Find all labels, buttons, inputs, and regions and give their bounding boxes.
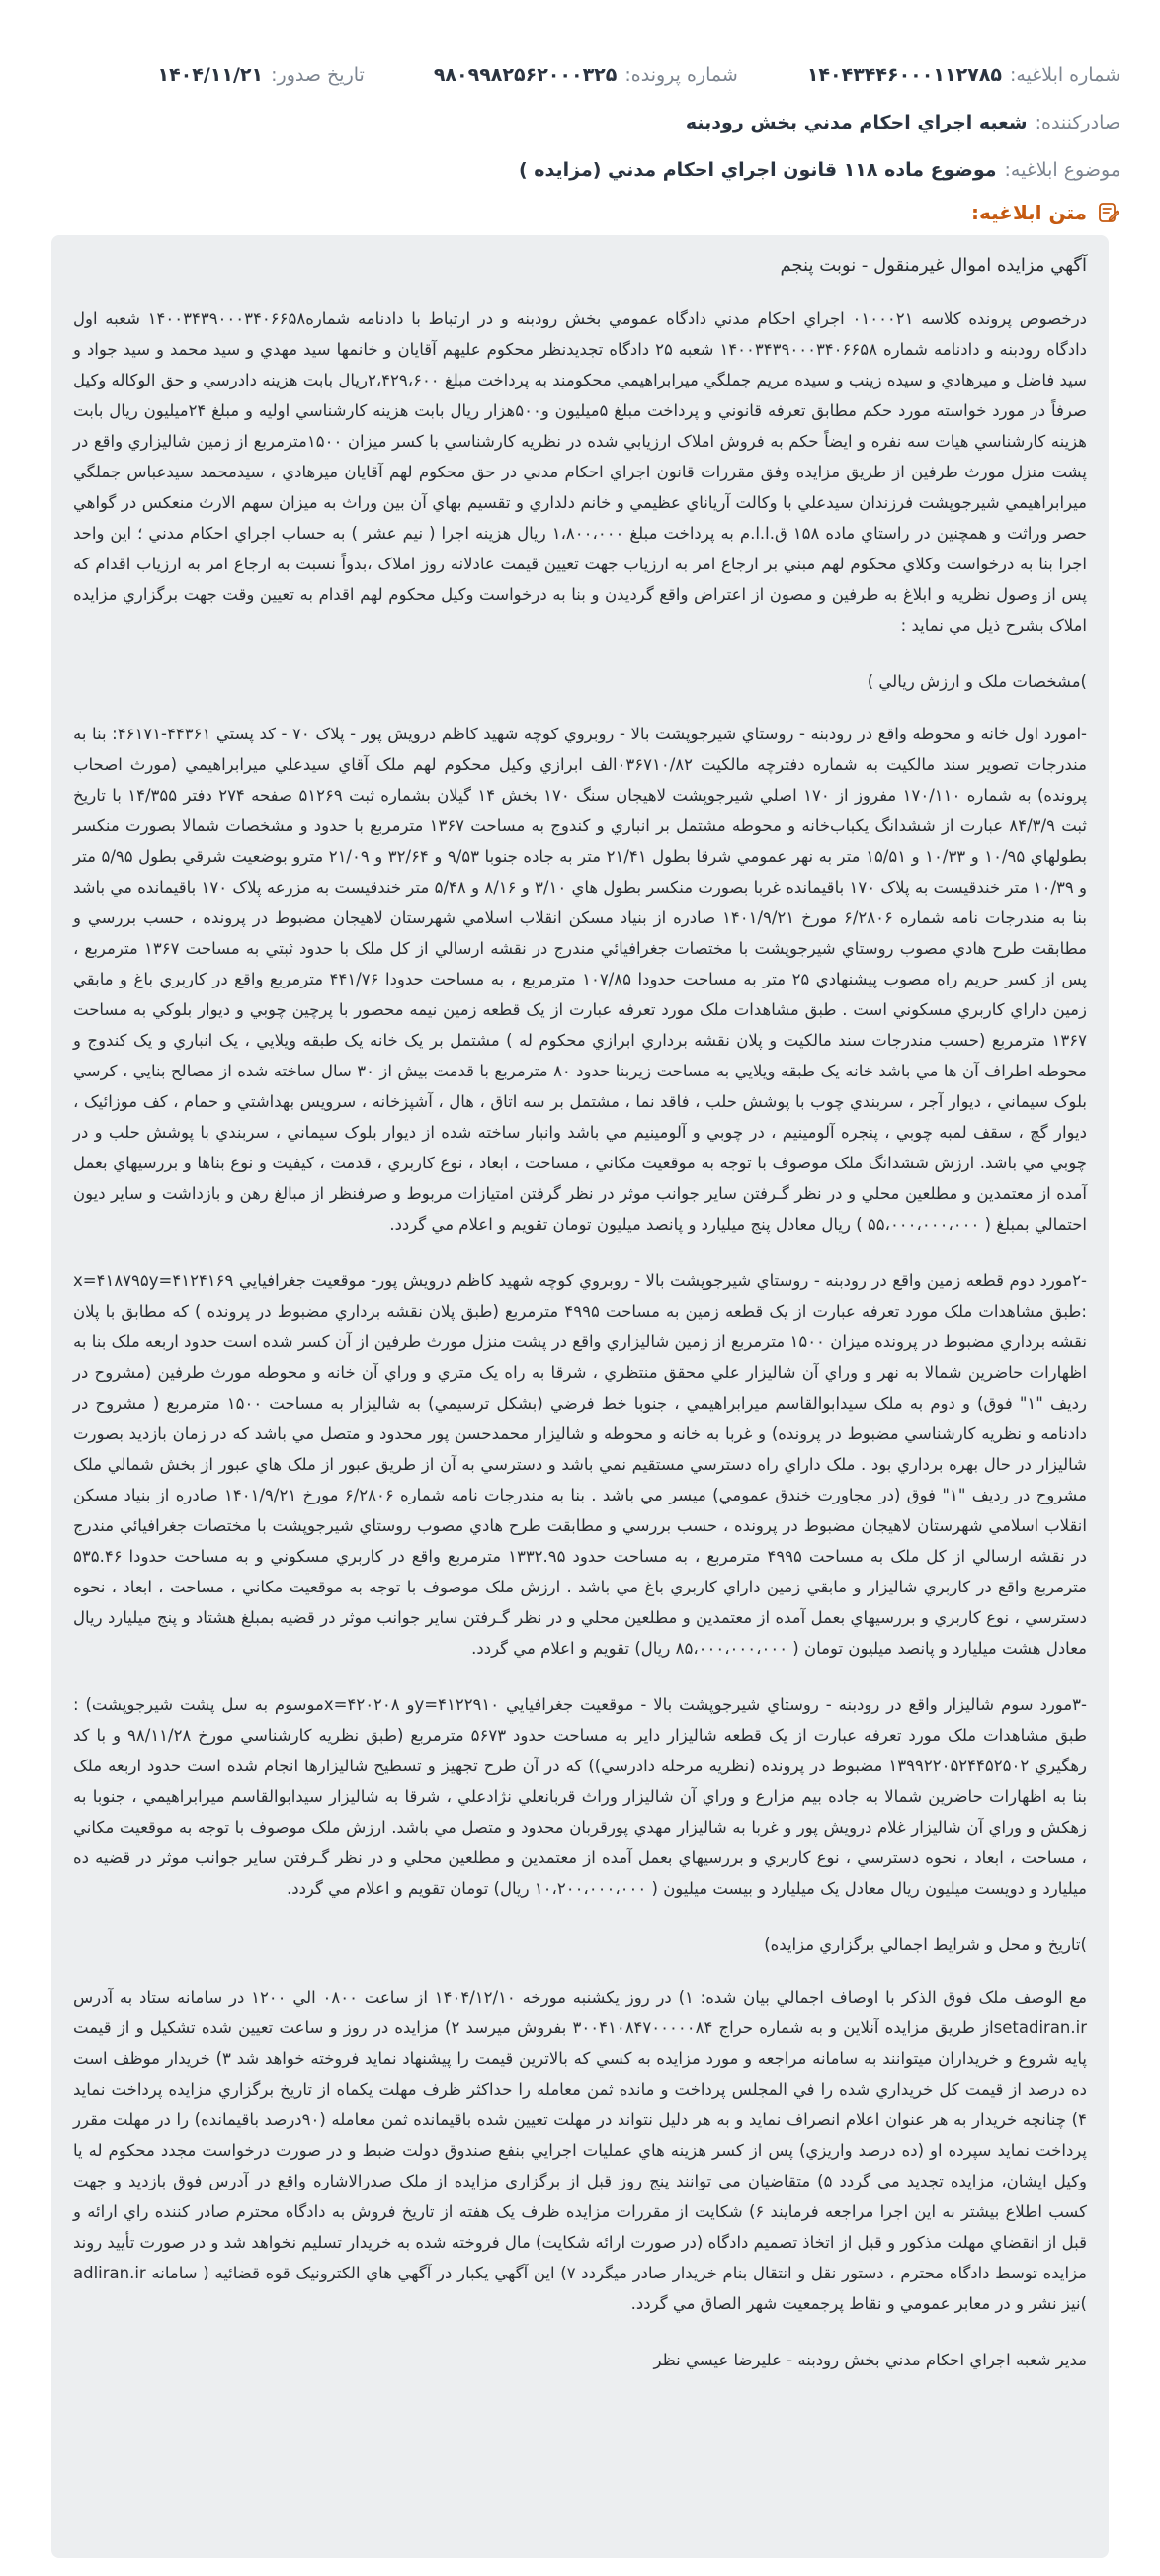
subject-label: موضوع ابلاغيه: — [1004, 159, 1120, 181]
paragraph-intro: درخصوص پرونده کلاسه ۰۱۰۰۰۲۱ اجراي احکام مدني دادگاه عمومي بخش رودبنه و در ارتباط با دادنامه شماره۱۴۰۰۳۴۳۹۰۰۰۳۴۰۶۶۵۸ شعبه اول دادگاه رودبنه و دادنامه شماره ۱۴۰۰۳۴۳۹۰۰۰۳۴۰۶۶۵۸ شعبه ۲۵ دادگاه تجديدنظر محکوم عليهم آقايان و خانمها سيد مهدي و سيد محمد و سيد جواد و سيد فاضل و ميرهادي و سيده زينب و سيده مريم جملگي ميرابراهيمي محکومند به پرداخت مبلغ ۲،۴۲۹،۶۰۰ريال بابت هزينه دادرسي و حق الوکاله وکيل صرفاً در مورد خواسته مورد حکم مطابق تعرفه قانوني و پرداخت مبلغ ۵ميليون و۵۰۰هزار ريال بابت هزينه کارشناسي اوليه و مبلغ ۲۴ميليون ريال بابت هزينه کارشناسي هيات سه نفره و ايضاً حکم به فروش املاک ارزيابي شده در نظريه کارشناسي با کسر ميزان ۱۵۰۰مترمربع از زمين شاليزاري واقع در پشت منزل مورث طرفين از طريق مزايده وفق مقررات قانون اجراي احکام مدني در حق محکوم لهم آقايان ميرهادي ، سيدمحمد سيدعباس جملگي ميرابراهيمي شيرجوپشت فرزندان سيدعلي با وکالت آرياناي عظيمي و خانم دلداري و تقسيم بهاي آن بين وراث به ميزان سهم الارث منعکس در گواهي حصر وراثت و همچنين در راستاي ماده ۱۵۸ ق.ا.ا.م به پرداخت مبلغ ۱،۸۰۰،۰۰۰ ريال هزينه اجرا ( نيم عشر ) به حساب اجراي احکام مدني ؛ اين واحد اجرا بنا به درخواست وکلاي محکوم لهم مبني بر ارجاع امر به ارزياب جهت تعيين قيمت عادلانه روز املاک ،بدواً نسبت به ارجاع امر به ارزياب اقدام که پس از وصول نظريه و ابلاغ به طرفين و مصون از اعتراض واقع گرديدن و بنا به درخواست وکيل محکوم لهم اقدام به تعيين وقت جهت برگزاري مزايده املاک بشرح ذيل مي نمايد : — [73, 309, 1088, 635]
issue-date-value: ۱۴۰۴/۱۱/۲۱ — [157, 64, 264, 86]
meta-row-numbers — [40, 51, 1120, 99]
paragraph-terms: مع الوصف ملک فوق الذکر با اوصاف اجمالي بيان شده: ۱) در روز يکشنبه مورخه ۱۴۰۴/۱۲/۱۰ از ساعت ۰۸۰۰ الي ۱۲۰۰ در سامانه ستاد به آدرس setadiran.irاز طريق مزايده آنلاين و به شماره حراج ۳۰۰۴۱۰۸۴۷۰۰۰۰۰۸۴ بفروش ميرسد ۲) مزايده در روز و ساعت تعيين شده تشکيل و از قيمت پايه شروع و خريداران ميتوانند به سامانه مراجعه و مورد مزايده به کسي که بالاترين قيمت را پيشنهاد نمايد فروخته خواهد شد ۳) خريدار موظف است ده درصد از قيمت کل خريداري شده را في المجلس پرداخت و مانده ثمن معامله را حداکثر ظرف مهلت يکماه از تاريخ برگزاري مزايده پرداخت نمايد ۴) چنانچه خريدار به هر عنوان اعلام انصراف نمايد و به هر دليل نتواند در مهلت تعيين شده باقيمانده ثمن معامله (۹۰درصد باقيمانده) را در مهلت مقرر پرداخت نمايد سپرده او (ده درصد واريزي) پس از کسر هزينه هاي عمليات اجرايي بنفع صندوق دولت ضبط و در صورت درخواست مجدد محکوم له يا وکيل ايشان، مزايده تجديد مي گردد ۵) متقاضيان مي توانند پنج روز قبل از برگزاري مزايده از ملک صدرالاشاره واقع در آدرس فوق بازديد و جهت کسب اطلاع بيشتر به اين اجرا مراجعه فرمايند ۶) شکايت از مقررات مزايده ظرف يک هفته از تاريخ فروش به دادگاه محترم صادر کننده راي ارائه و قبل از انقضاي مهلت مذکور و قبل از اتخاذ تصميم دادگاه (در صورت ارائه شکايت) مال فروخته شده به خريدار تسليم نخواهد شد و در صورت تأييد روند مزايده توسط دادگاه محترم ، دستور نقل و انتقال بنام خريدار صادر ميگردد ۷) اين آگهي يکبار در آگهي هاي الکترونيک قوه قضائيه ( سامانه adliran.ir )نيز نشر و در معابر عمومي و نقاط پرجمعيت شهر الصاق مي گردد. — [73, 1988, 1088, 2313]
issue-date-label: تاريخ صدور: — [271, 64, 365, 86]
notice-meta — [40, 51, 1120, 194]
case-number-value: ۹۸۰۹۹۸۲۵۶۲۰۰۰۳۲۵ — [433, 64, 618, 86]
issuer-label: صادرکننده: — [1035, 112, 1120, 133]
case-number — [434, 64, 738, 86]
paragraph-section-heading: )مشخصات ملک و ارزش ريالي ) — [867, 672, 1087, 691]
paragraph-item-1: -امورد اول خانه و محوطه واقع در رودبنه - روستاي شيرجوپشت بالا - روبروي کوچه شهيد کاظم درويش پور - پلاک ۷۰ - کد پستي ۴۴۳۶۱-۴۶۱۷۱: بنا به مندرجات تصوير سند مالکيت به شماره دفترچه مالکيت ۰۳۶۷۱۰/۸۲الف ابرازي وکيل محکوم لهم ملک آقاي سيدعلي ميرابراهيمي (مورث اصحاب پرونده) به شماره ۱۷۰/۱۱۰ مفروز از ۱۷۰ اصلي شيرجوپشت لاهيجان سنگ ۱۷۰ بخش ۱۴ گيلان بشماره ثبت ۵۱۲۶۹ صفحه ۲۷۴ دفتر ۱۴/۳۵۵ با تاريخ ثبت ۸۴/۳/۹ عبارت از ششدانگ يکباب‌خانه و محوطه مشتمل بر انباري و کندوج به مساحت ۱۳۶۷ مترمربع با حدود و مشخصات شمالا بصورت منکسر بطولهاي ۱۰/۹۵ و ۱۰/۳۳ و ۱۵/۵۱ متر به نهر عمومي شرقا بطول ۲۱/۴۱ متر به جاده جنوبا ۹/۵۳ و ۳۲/۶۴ و ۲۱/۰۹ مترو بوضعيت شرقي بطول ۵/۹۵ متر و ۱۰/۳۹ متر خندقيست به پلاک ۱۷۰ باقيمانده غربا بصورت منکسر بطول هاي ۳/۱۰ و ۸/۱۶ و ۵/۴۸ متر خندقيست به مزرعه پلاک ۱۷۰ باقيمانده مي باشد بنا به مندرجات نامه شماره ۶/۲۸۰۶ مورخ ۱۴۰۱/۹/۲۱ صادره از بنياد مسکن انقلاب اسلامي شهرستان لاهيجان مضبوط در پرونده ، حسب بررسي و مطابقت طرح هادي مصوب روستاي شيرجوپشت با مختصات جغرافيائي مندرج در نقشه ارسالي از کل ملک با حدود ثبتي به مساحت ۱۳۶۷ مترمربع ، پس از کسر حريم راه مصوب پيشنهادي ۲۵ متر به مساحت حدودا ۱۰۷/۸۵ مترمربع ، به مساحت حدودا ۴۴۱/۷۶ مترمربع واقع در کاربري باغ و مابقي زمين داراي کاربري مسکوني است . طبق مشاهدات ملک مورد تعرفه عبارت از يک قطعه زمين نيمه محصور با پرچين چوبي و ديوار بلوکي به مساحت ۱۳۶۷ مترمربع (حسب مندرجات سند مالکيت و پلان نقشه برداري ابرازي محکوم له ) مشتمل بر يک خانه يک طبقه ويلايي ، يک انباري و يک کندوج و محوطه اطراف آن ها مي باشد خانه يک طبقه ويلايي به مساحت زيربنا حدود ۸۰ مترمربع با قدمت بيش از ۳۰ سال ساخته شده از مصالح بنايي ، کرسي بلوک سيماني ، ديوار آجر ، سربندي چوب با پوشش حلب ، فاقد نما ، مشتمل بر سه اتاق ، هال ، آشپزخانه ، سرويس بهداشتي و حمام ، کف موزائيک ، ديوار گچ ، سقف لمبه چوبي ، پنجره آلومينيم ، در چوبي و آلومينيم مي باشد وانبار ساخته شده از ديوار بلوک سيماني ، سربندي با پوشش حلب و در چوبي مي باشد. ارزش ششدانگ ملک موصوف با توجه به موقعيت مکاني ، مساحت ، ابعاد ، نوع کاربري ، قدمت ، کيفيت و نوع بناها و بررسيهاي بعمل آمده از معتمدين و مطلعين محلي و در نظر گـرفتن ساير جوانب موثر در نظر گرفتن امتيازات مربوط و صرفنظر از مبالغ رهن و بازداشت و ساير ديون احتمالي بمبلغ ( ۵۵،۰۰۰،۰۰۰،۰۰۰ ) ريال معادل پنج ميليارد و پانصد ميليون تومان تقويم و اعلام مي گردد. — [73, 725, 1088, 1234]
notice-body — [51, 235, 1109, 2558]
document-edit-icon — [1097, 201, 1120, 224]
issue-date — [157, 64, 364, 86]
notice-title: آگهي مزايده اموال غيرمنقول - نوبت پنجم — [780, 255, 1087, 276]
subject-value: موضوع ماده ۱۱۸ قانون اجراي احکام مدني (مزايده ) — [519, 159, 997, 181]
meta-row-subject — [40, 146, 1120, 194]
meta-row-issuer — [40, 99, 1120, 146]
case-number-label: شماره پرونده: — [624, 64, 738, 86]
notice-number-value: ۱۴۰۴۳۴۴۶۰۰۰۱۱۲۷۸۵ — [806, 64, 1002, 86]
paragraph-item-3: -۳مورد سوم شاليزار واقع در رودبنه - روستاي شيرجوپشت بالا - موقعيت جغرافيايي y=۴۱۲۲۹۱۰و x=۴۲۰۲۰۸موسوم به سل پشت شيرجوپشت) : طبق مشاهدات ملک مورد تعرفه عبارت از يک قطعه شاليزار داير به مساحت حدود ۵۶۷۳ مترمربع (طبق نظريه کارشناسي مورخ ۹۸/۱۱/۲۸ و با کد رهگيري ۱۳۹۹۲۲۰۵۲۴۴۵۲۵۰۲ مضبوط در پرونده (نظريه مرحله دادرسي)) که در آن طرح تجهيز و تسطيح شاليزارها انجام شده است حدود اربعه ملک بنا به اظهارات حاضرين شمالا به جاده بيم مزارع و وراي آن شاليزار وراث قربانعلي نژادعلي ، شرقا به شاليزار سيدابوالقاسم ميرابراهيمي ، جنوبا به زهکش و وراي آن شاليزار غلام درويش پور و غربا به شاليزار مهدي پورقربان محدود و متصل مي باشد. ارزش ملک موصوف با توجه به موقعيت مکاني ، مساحت ، ابعاد ، نحوه دسترسي ، نوع کاربري و بررسيهاي بعمل آمده از معتمدين و مطلعين محلي و در نظر گـرفتن ساير جوانب موثر در قضيه ده ميليارد و دويست ميليون ريال معادل يک ميليارد و بيست ميليون ( ۱۰،۲۰۰،۰۰۰،۰۰۰ ريال) تومان تقويم و اعلام مي گردد. — [73, 1695, 1087, 1898]
notice-number — [807, 64, 1120, 86]
issuer-value: شعبه اجراي احکام مدني بخش رودبنه — [685, 112, 1028, 133]
notice-text-heading — [971, 198, 1120, 227]
notice-number-label: شماره ابلاغيه: — [1009, 64, 1120, 86]
paragraph-terms-heading: )تاريخ و محل و شرايط اجمالي برگزاري مزايده) — [764, 1935, 1087, 1954]
paragraph-signature: مدير شعبه اجراي احکام مدني بخش رودبنه - عليرضا عيسي نظر — [653, 2351, 1087, 2369]
notice-text-label: متن ابلاغيه: — [970, 201, 1087, 224]
paragraph-item-2: -۲مورد دوم قطعه زمين واقع در رودبنه - روستاي شيرجوپشت بالا - روبروي کوچه شهيد کاظم درويش پور- موقعيت جغرافيايي x=۴۱۸۷۹۵y=۴۱۲۴۱۶۹ :طبق مشاهدات ملک مورد تعرفه عبارت از يک قطعه زمين به مساحت ۴۹۹۵ مترمربع (طبق پلان نقشه برداري مضبوط در پرونده ) که مطابق با پلان نقشه برداري مضبوط در پرونده ميزان ۱۵۰۰ مترمربع از زمين شاليزاري واقع در پشت منزل مورث طرفين از آن کسر شده است حدود اربعه ملک بنا به اظهارات حاضرين شمالا به نهر و وراي آن شاليزار علي محقق منتظري ، شرقا به راه يک متري و وراي آن خانه و محوطه مورث طرفين (مشروح در رديف "۱" فوق) و دوم به ملک سيدابوالقاسم ميرابراهيمي ، جنوبا خط فرضي (بشکل ترسيمي) به شاليزار به مساحت ۱۵۰۰ مترمربع ( مشروح در دادنامه و نظريه کارشناسي مضبوط در پرونده) و غربا به خانه و محوطه و شاليزار محمدحسن پور محدود و متصل مي باشد که در زمان بازديد بصورت شاليزار در حال بهره برداري بود . ملک داراي راه دسترسي مستقيم نمي باشد و دسترسي به آن از طريق عبور از ملک هاي عبور از بخش شمالي ملک مشروح در رديف "۱" فوق (در مجاورت خندق عمومي) ميسر مي باشد . بنا به مندرجات نامه شماره ۶/۲۸۰۶ مورخ ۱۴۰۱/۹/۲۱ صادره از بنياد مسکن انقلاب اسلامي شهرستان لاهيجان مضبوط در پرونده ، حسب بررسي و مطابقت طرح هادي مصوب روستاي شيرجوپشت با مختصات جغرافيائي مندرج در نقشه ارسالي از کل ملک به مساحت ۴۹۹۵ مترمربع ، به مساحت حدود ۱۳۳۲.۹۵ مترمربع واقع در کاربري مسکوني و به مساحت حدودا ۵۳۵.۴۶ مترمربع واقع در کاربري شاليزار و مابقي زمين داراي کاربري باغ مي باشد . ارزش ملک موصوف با توجه به موقعيت مکاني ، مساحت ، ابعاد ، نحوه دسترسي ، نوع کاربري و بررسيهاي بعمل آمده از معتمدين و مطلعين محلي و در نظر گـرفتن ساير جوانب موثر در قضيه بمبلغ هشتاد و پنج ميليارد ريال معادل هشت ميليارد و پانصد ميليون تومان ( ۸۵،۰۰۰،۰۰۰،۰۰۰ ريال) تقويم و اعلام مي گردد. — [73, 1271, 1087, 1658]
